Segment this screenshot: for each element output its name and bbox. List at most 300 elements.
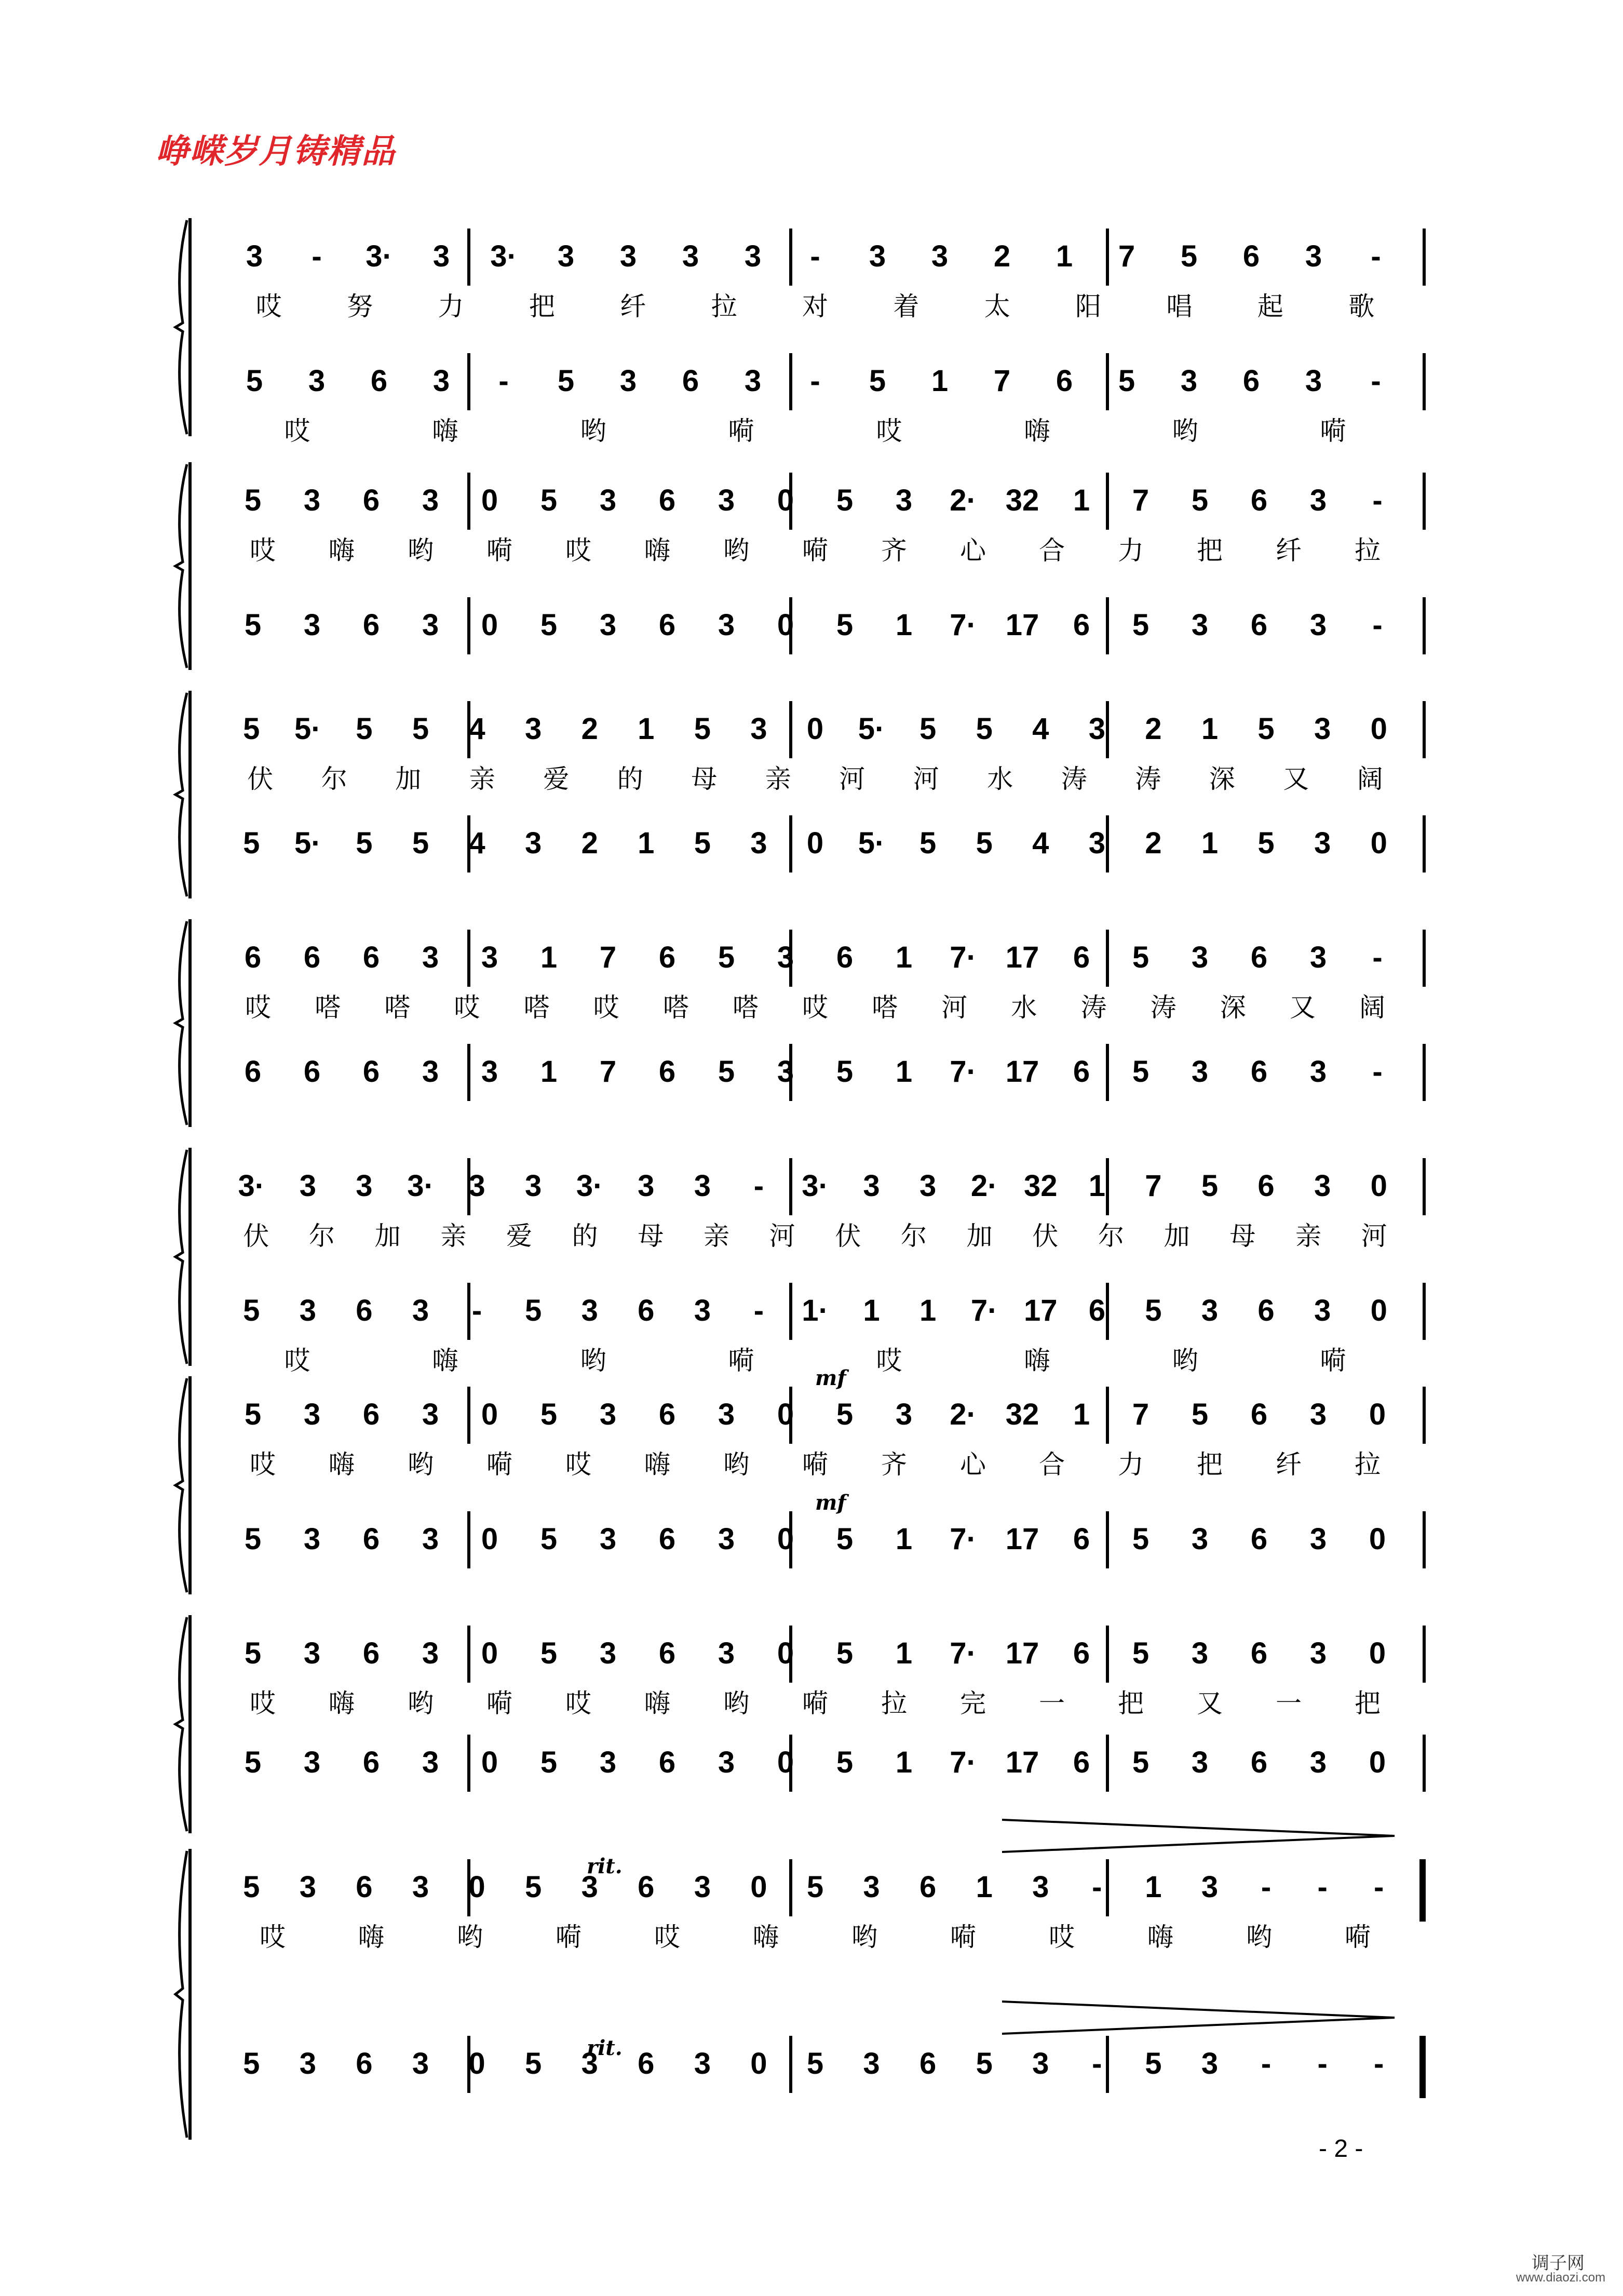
note: 17 [1024, 1294, 1058, 1327]
note: 2 [581, 712, 598, 746]
note: 7· [950, 1746, 977, 1779]
lyric-syllable: 合 [1039, 1449, 1065, 1480]
note: 0 [481, 608, 498, 642]
note: 2· [970, 1169, 998, 1203]
note: 3 [1201, 2047, 1219, 2080]
note: 3 [619, 364, 637, 398]
note: 6 [362, 941, 380, 974]
note: 3 [718, 1398, 735, 1431]
note: 2 [993, 239, 1011, 273]
lyric-syllable: 纤 [1276, 535, 1302, 566]
lyric-syllable: 阔 [1357, 764, 1383, 794]
note: 3 [1032, 2047, 1049, 2080]
lyric-syllable: 亲 [440, 1221, 467, 1251]
note: 5 [540, 1398, 558, 1431]
lyric-syllable: 把 [1118, 1688, 1144, 1718]
note: 1 [895, 608, 913, 642]
lyric-syllable: 河 [1361, 1221, 1387, 1251]
lyric-syllable: 加 [395, 764, 422, 794]
note: 32 [1005, 484, 1039, 517]
note: 0 [1369, 1746, 1386, 1779]
system-brace [171, 462, 192, 670]
note: 0 [481, 1522, 498, 1556]
note: - [753, 1169, 764, 1203]
note: 3 [581, 2047, 598, 2080]
note: 5 [243, 1870, 260, 1904]
barline [1106, 473, 1109, 530]
note: 6 [1073, 608, 1090, 642]
decrescendo-hairpin [1002, 1818, 1397, 1854]
note: 3 [682, 239, 699, 273]
note: 5 [412, 712, 429, 746]
note: 17 [1005, 1746, 1039, 1779]
upper-voice [192, 1849, 1428, 1953]
lyric-syllable: 把 [1197, 1449, 1223, 1480]
note: 2 [1145, 712, 1162, 746]
note: 0 [468, 1870, 485, 1904]
lyric-syllable: 哟 [457, 1922, 483, 1952]
note: 3· [576, 1169, 603, 1203]
barline [1106, 597, 1109, 654]
note: 6 [356, 2047, 373, 2080]
note: 1 [895, 1746, 913, 1779]
score-system [171, 1615, 1428, 1833]
note: 3· [238, 1169, 265, 1203]
note: 5 [1132, 1522, 1149, 1556]
note: 5 [243, 712, 260, 746]
barline [1106, 1158, 1109, 1215]
note: 3 [718, 608, 735, 642]
barline [1423, 701, 1426, 758]
upper-voice [192, 462, 1428, 566]
note: 0 [777, 608, 794, 642]
note: 5 [836, 1636, 854, 1670]
barline [467, 930, 470, 987]
score-system [171, 462, 1428, 670]
lyric-syllable: 哟 [408, 1449, 434, 1480]
note: 1 [895, 1636, 913, 1670]
note: 0 [481, 1746, 498, 1779]
lyric-syllable: 尔 [321, 764, 347, 794]
lyric-syllable: 把 [1197, 535, 1223, 566]
note: 5 [243, 826, 260, 860]
note: 1 [1145, 1870, 1162, 1904]
note: 6 [658, 1746, 676, 1779]
note: 0 [1370, 826, 1387, 860]
lyric-syllable: 哟 [408, 1688, 434, 1718]
note: 3 [744, 239, 762, 273]
lyric-syllable: 哎 [284, 1346, 310, 1376]
final-barline [1419, 2036, 1426, 2098]
note: 7 [599, 941, 617, 974]
note: 7 [1132, 1398, 1149, 1431]
note: 5 [243, 1294, 260, 1327]
note: 5· [294, 826, 321, 860]
note: 3 [1314, 826, 1331, 860]
note: - [1374, 1870, 1384, 1904]
note: 5 [243, 2047, 260, 2080]
lyric-syllable: 唱 [1166, 291, 1193, 321]
score-system [171, 1148, 1428, 1376]
note: 5 [976, 712, 993, 746]
lyric-syllable: 哟 [723, 1688, 749, 1718]
upper-voice [192, 218, 1428, 322]
lyric-syllable: 亲 [1295, 1221, 1321, 1251]
lower-voice [192, 1724, 1428, 1828]
lyric-syllable: 母 [691, 764, 718, 794]
note: 5 [412, 826, 429, 860]
upper-voice [192, 1615, 1428, 1719]
note: 3 [432, 364, 450, 398]
note: 6 [1250, 941, 1268, 974]
lyric-syllable: 嗬 [728, 1346, 754, 1376]
lyric-syllable: 伏 [243, 1221, 269, 1251]
note: 3 [581, 1870, 598, 1904]
system-brace [171, 1849, 192, 2140]
lyric-syllable: 拉 [1355, 1449, 1381, 1480]
note: 3 [599, 1522, 617, 1556]
note: 7· [950, 1522, 977, 1556]
note: 7 [1132, 484, 1149, 517]
note: 5 [976, 826, 993, 860]
note: 4 [468, 826, 485, 860]
note: 3 [422, 484, 439, 517]
note: 3 [863, 2047, 880, 2080]
barline [467, 1511, 470, 1568]
lyric-syllable: 完 [960, 1688, 986, 1718]
dynamic-mf: mf [815, 1366, 846, 1390]
lyric-syllable: 纤 [1276, 1449, 1302, 1480]
note: 3 [619, 239, 637, 273]
note: 1 [1056, 239, 1073, 273]
lyric-syllable: 又 [1289, 992, 1316, 1023]
lyric-syllable: 嗨 [329, 1688, 355, 1718]
note: 1 [976, 1870, 993, 1904]
note: - [810, 364, 820, 398]
barline [467, 1283, 470, 1340]
note: 5 [869, 364, 886, 398]
note: 6 [1250, 1746, 1268, 1779]
note: 1 [895, 1522, 913, 1556]
note: - [1261, 1870, 1272, 1904]
note: 1 [931, 364, 949, 398]
barline [467, 473, 470, 530]
note: 3 [412, 1870, 429, 1904]
note: 5 [1145, 2047, 1162, 2080]
barline [467, 353, 470, 410]
system-brace [171, 1376, 192, 1594]
lyric-syllable: 爱 [506, 1221, 532, 1251]
dynamic-mf: mf [815, 1491, 846, 1515]
note: 5 [356, 712, 373, 746]
note: 7· [950, 608, 977, 642]
lyric-syllable: 哟 [580, 416, 606, 446]
note: 3 [1305, 364, 1322, 398]
note: 3 [777, 941, 794, 974]
note: 3 [1309, 484, 1327, 517]
score-system [171, 1849, 1428, 2140]
lyric-syllable: 的 [617, 764, 643, 794]
note: 3 [1191, 941, 1209, 974]
note: 5 [244, 1636, 262, 1670]
note: 3 [303, 1746, 321, 1779]
note: 0 [777, 484, 794, 517]
note: 1 [919, 1294, 937, 1327]
barline [1106, 353, 1109, 410]
lyric-syllable: 太 [984, 291, 1010, 321]
note: 3 [718, 1522, 735, 1556]
system-brace [171, 1148, 192, 1366]
lyric-syllable: 尔 [309, 1221, 335, 1251]
barline [1423, 473, 1426, 530]
lyric-syllable: 加 [966, 1221, 993, 1251]
note: 6 [1250, 1055, 1268, 1089]
note: 3 [246, 239, 263, 273]
note: 6 [658, 941, 676, 974]
barline [467, 1735, 470, 1792]
lyric-syllable: 嗬 [802, 1449, 828, 1480]
note: 3 [863, 1169, 880, 1203]
note: 6 [658, 1522, 676, 1556]
note: 3 [1201, 1870, 1219, 1904]
note: 5 [525, 1870, 542, 1904]
lyric-syllable: 伏 [247, 764, 274, 794]
lyric-syllable: 哎 [250, 1449, 276, 1480]
note: 0 [777, 1398, 794, 1431]
note: 3 [694, 1870, 711, 1904]
lyric-syllable: 加 [374, 1221, 401, 1251]
note: 6 [658, 1636, 676, 1670]
note: 5 [836, 1055, 854, 1089]
note: 6 [1073, 1522, 1090, 1556]
note: 5 [919, 712, 937, 746]
lyric-syllable: 一 [1276, 1688, 1302, 1718]
note: 6 [362, 1398, 380, 1431]
note: 3 [777, 1055, 794, 1089]
note: 0 [1369, 1636, 1386, 1670]
lyric-syllable: 嗨 [1024, 1346, 1050, 1376]
note: 1 [1073, 1398, 1090, 1431]
barline [1106, 1626, 1109, 1683]
note: 3 [1032, 1870, 1049, 1904]
note: 0 [1370, 1294, 1387, 1327]
note: 5· [858, 826, 885, 860]
barline [1423, 1735, 1426, 1792]
note: 5 [1118, 364, 1135, 398]
note: 32 [1024, 1169, 1058, 1203]
note: 5 [540, 1636, 558, 1670]
note: 3 [750, 712, 767, 746]
lyric-syllable: 涛 [1080, 992, 1107, 1023]
lyric-syllable: 河 [913, 764, 939, 794]
note: 5 [1132, 941, 1149, 974]
system-brace [171, 218, 192, 436]
lower-voice [192, 2025, 1428, 2129]
lower-voice [192, 1033, 1428, 1137]
note: 3 [412, 1294, 429, 1327]
lyric-syllable: 爱 [543, 764, 570, 794]
note: 6 [1250, 1522, 1268, 1556]
barline [1106, 1511, 1109, 1568]
note: 3 [303, 1636, 321, 1670]
note: 0 [806, 826, 824, 860]
note: 17 [1005, 1055, 1039, 1089]
note: 3 [1309, 1636, 1327, 1670]
barline [1423, 229, 1426, 286]
note: 0 [777, 1636, 794, 1670]
lyric-syllable: 深 [1220, 992, 1246, 1023]
barline [1423, 1283, 1426, 1340]
note: 6 [1250, 1398, 1268, 1431]
note: - [1261, 2047, 1272, 2080]
note: 6 [1056, 364, 1073, 398]
note: 3 [895, 1398, 913, 1431]
note: - [498, 364, 509, 398]
lyric-syllable: 嗨 [644, 1688, 670, 1718]
barline [789, 2036, 792, 2093]
note: 3 [1191, 1746, 1209, 1779]
lyric-syllable: 的 [572, 1221, 598, 1251]
lyric-syllable: 伏 [1032, 1221, 1059, 1251]
score-system [171, 919, 1428, 1127]
barline [789, 701, 792, 758]
note: 0 [777, 1522, 794, 1556]
note: 3· [366, 239, 393, 273]
note: 0 [481, 1636, 498, 1670]
barline [1423, 1387, 1426, 1444]
note: - [753, 1294, 764, 1327]
barline [1106, 1735, 1109, 1792]
note: 3 [356, 1169, 373, 1203]
note: 0 [481, 1398, 498, 1431]
lyric-syllable: 哎 [1049, 1922, 1075, 1952]
note: 5 [525, 1294, 542, 1327]
note: 5 [694, 712, 711, 746]
lyric-syllable: 哟 [1246, 1922, 1272, 1952]
note: 3 [525, 1169, 542, 1203]
note: 3 [481, 941, 498, 974]
note: 6 [836, 941, 854, 974]
note: 3 [303, 484, 321, 517]
barline [789, 353, 792, 410]
note: 6 [1250, 608, 1268, 642]
note: 3 [481, 1055, 498, 1089]
barline [1423, 1511, 1426, 1568]
note: 5 [540, 484, 558, 517]
note: 5 [540, 1522, 558, 1556]
note: 0 [806, 712, 824, 746]
lyric-syllable: 力 [438, 291, 464, 321]
note: 3 [919, 1169, 937, 1203]
lyric-syllable: 嗬 [486, 535, 512, 566]
note: 5 [806, 1870, 824, 1904]
tempo-rit: rit. [587, 1854, 623, 1878]
note: 3 [422, 1522, 439, 1556]
note: 3 [931, 239, 949, 273]
note: 3 [744, 364, 762, 398]
lyric-syllable: 涛 [1135, 764, 1161, 794]
upper-voice [192, 1376, 1428, 1480]
note: 3 [422, 1398, 439, 1431]
note: - [1372, 608, 1383, 642]
note: 6 [1073, 941, 1090, 974]
note: 6 [303, 1055, 321, 1089]
note: 5 [718, 941, 735, 974]
lyric-syllable: 哟 [408, 535, 434, 566]
lyric-syllable: 起 [1257, 291, 1283, 321]
note: 5 [1132, 608, 1149, 642]
lyric-syllable: 力 [1118, 1449, 1144, 1480]
note: 7· [970, 1294, 998, 1327]
lyric-syllable: 嗬 [802, 1688, 828, 1718]
lyric-syllable: 嗨 [432, 1346, 458, 1376]
score-system [171, 691, 1428, 898]
note: 6 [362, 1636, 380, 1670]
lyric-syllable: 嗬 [1320, 416, 1346, 446]
lyric-syllable: 心 [960, 535, 986, 566]
note: 3 [1088, 712, 1105, 746]
note: 6 [1073, 1746, 1090, 1779]
site-watermark: 调子网 [1532, 2253, 1585, 2273]
lyric-syllable: 把 [1355, 1688, 1381, 1718]
note: 5 [1191, 1398, 1209, 1431]
lyric-syllable: 嗬 [486, 1449, 512, 1480]
note: 3 [1314, 1294, 1331, 1327]
lyric-syllable: 嗨 [1024, 416, 1050, 446]
note: 5 [806, 2047, 824, 2080]
note: 3 [1191, 1636, 1209, 1670]
note: 6 [1250, 1636, 1268, 1670]
lyric-syllable: 歌 [1348, 291, 1375, 321]
note: 5 [1257, 826, 1275, 860]
lyric-syllable: 嗬 [728, 416, 754, 446]
note: 5 [718, 1055, 735, 1089]
note: - [1092, 1870, 1102, 1904]
lyric-syllable: 嗨 [644, 1449, 670, 1480]
barline [1106, 815, 1109, 872]
note: 3 [525, 712, 542, 746]
lyric-syllable: 河 [839, 764, 865, 794]
note: 3 [694, 1294, 711, 1327]
note: 0 [1369, 1398, 1386, 1431]
note: 5 [919, 826, 937, 860]
lyric-syllable: 嗒 [315, 992, 341, 1023]
lyric-syllable: 嗬 [802, 535, 828, 566]
note: 3 [468, 1169, 485, 1203]
barline [1423, 1626, 1426, 1683]
note: 5· [858, 712, 885, 746]
note: 0 [468, 2047, 485, 2080]
note: 6 [638, 1294, 655, 1327]
note: 0 [777, 1746, 794, 1779]
barline [1423, 1158, 1426, 1215]
note: 5 [836, 484, 854, 517]
lower-voice [192, 805, 1428, 909]
lyric-syllable: 阳 [1075, 291, 1102, 321]
note: 6 [356, 1294, 373, 1327]
note: 1 [895, 941, 913, 974]
note: 17 [1005, 941, 1039, 974]
note: 3 [1314, 1169, 1331, 1203]
note: 7 [1145, 1169, 1162, 1203]
lyric-syllable: 嗒 [662, 992, 689, 1023]
note: - [1372, 484, 1383, 517]
note: 5 [356, 826, 373, 860]
lyric-syllable: 哎 [876, 1346, 902, 1376]
note: 17 [1005, 1522, 1039, 1556]
note: 6 [1242, 364, 1260, 398]
lyric-syllable: 哟 [1172, 416, 1198, 446]
